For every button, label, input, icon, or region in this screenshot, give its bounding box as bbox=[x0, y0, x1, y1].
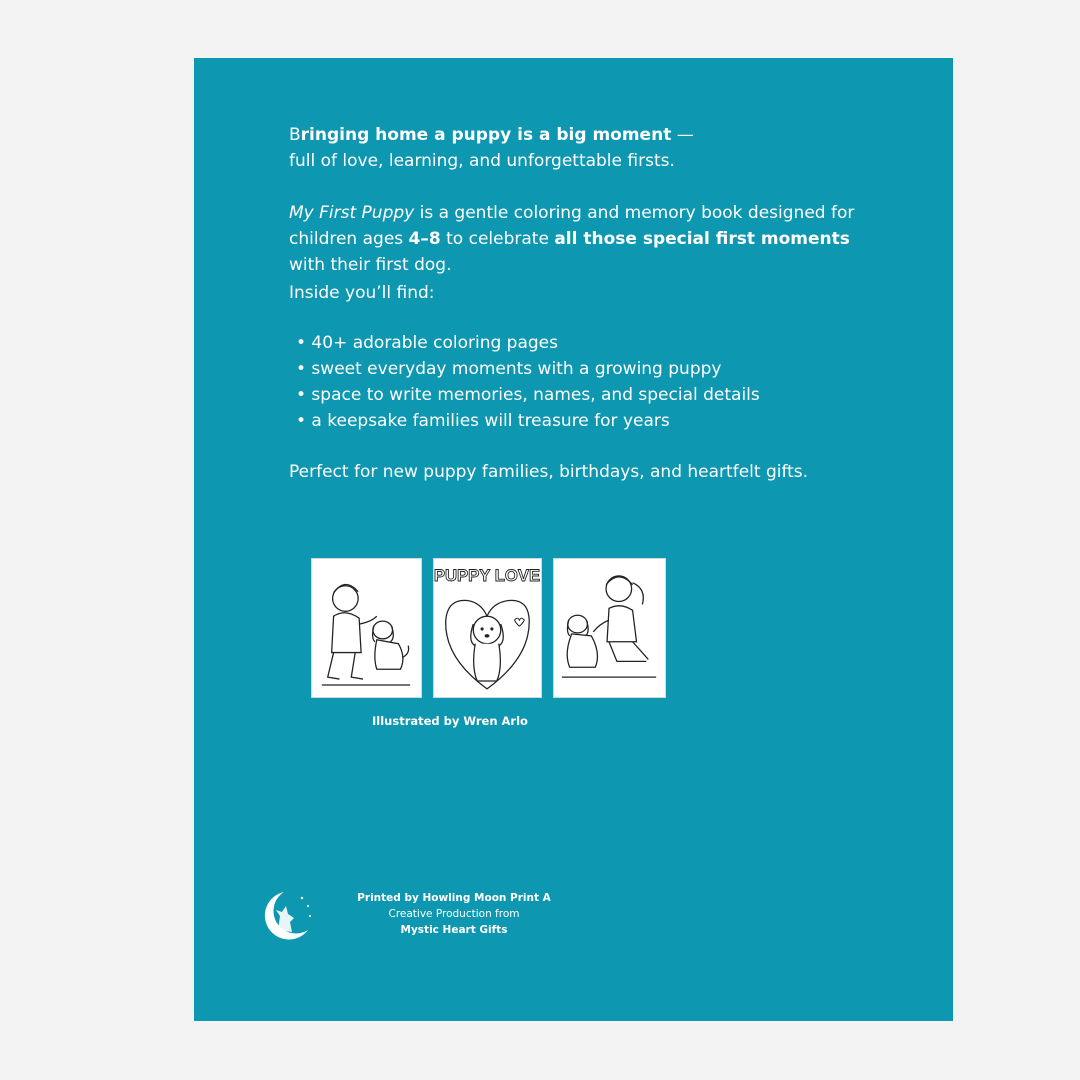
intro-first-letter: B bbox=[289, 125, 301, 145]
description-paragraph bbox=[289, 200, 889, 278]
feature-item: • a keepsake families will treasure for years bbox=[296, 411, 670, 431]
back-cover bbox=[194, 58, 953, 1021]
intro-headline: ringing home a puppy is a big moment bbox=[300, 125, 672, 145]
desc-text1: is a gentle coloring and memory book designed for children ages bbox=[289, 203, 855, 249]
publisher-line1: Printed by Howling Moon Print A bbox=[357, 892, 551, 904]
perfect-for-paragraph: Perfect for new puppy families, birthdays, and heartfelt gifts. bbox=[289, 462, 809, 482]
puppy-heart-illustration-icon bbox=[434, 559, 541, 697]
thumbnail-boy-puppy bbox=[311, 558, 422, 698]
publisher-line2: Creative Production from bbox=[388, 908, 520, 920]
boy-with-puppy-illustration-icon bbox=[312, 559, 421, 697]
feature-list bbox=[289, 330, 889, 434]
publisher-line3: Mystic Heart Gifts bbox=[400, 924, 508, 936]
feature-item: • sweet everyday moments with a growing puppy bbox=[296, 359, 722, 379]
intro-line2: full of love, learning, and unforgettable firsts. bbox=[289, 151, 675, 171]
intro-dash: — bbox=[671, 125, 694, 145]
feature-item: • 40+ adorable coloring pages bbox=[296, 333, 558, 353]
desc-bold-phrase: all those special first moments bbox=[554, 229, 850, 249]
feature-item: • space to write memories, names, and special details bbox=[296, 385, 760, 405]
girl-with-puppy-illustration-icon bbox=[554, 559, 665, 697]
illustrator-credit: Illustrated by Wren Arlo bbox=[372, 714, 528, 728]
desc-text3: with their first dog. bbox=[289, 255, 452, 275]
intro-paragraph bbox=[289, 122, 889, 174]
inside-label: Inside you’ll find: bbox=[289, 283, 435, 303]
age-range: 4–8 bbox=[408, 229, 441, 249]
cover-text bbox=[289, 122, 889, 485]
thumbnail-puppy-love bbox=[433, 558, 542, 698]
desc-text2: to celebrate bbox=[440, 229, 555, 249]
book-title: My First Puppy bbox=[289, 203, 415, 223]
puppy-love-label: PUPPY LOVE bbox=[434, 565, 541, 585]
howling-moon-wolf-logo-icon bbox=[256, 886, 318, 946]
thumbnail-girl-puppy bbox=[553, 558, 666, 698]
publisher-credit bbox=[324, 890, 584, 938]
